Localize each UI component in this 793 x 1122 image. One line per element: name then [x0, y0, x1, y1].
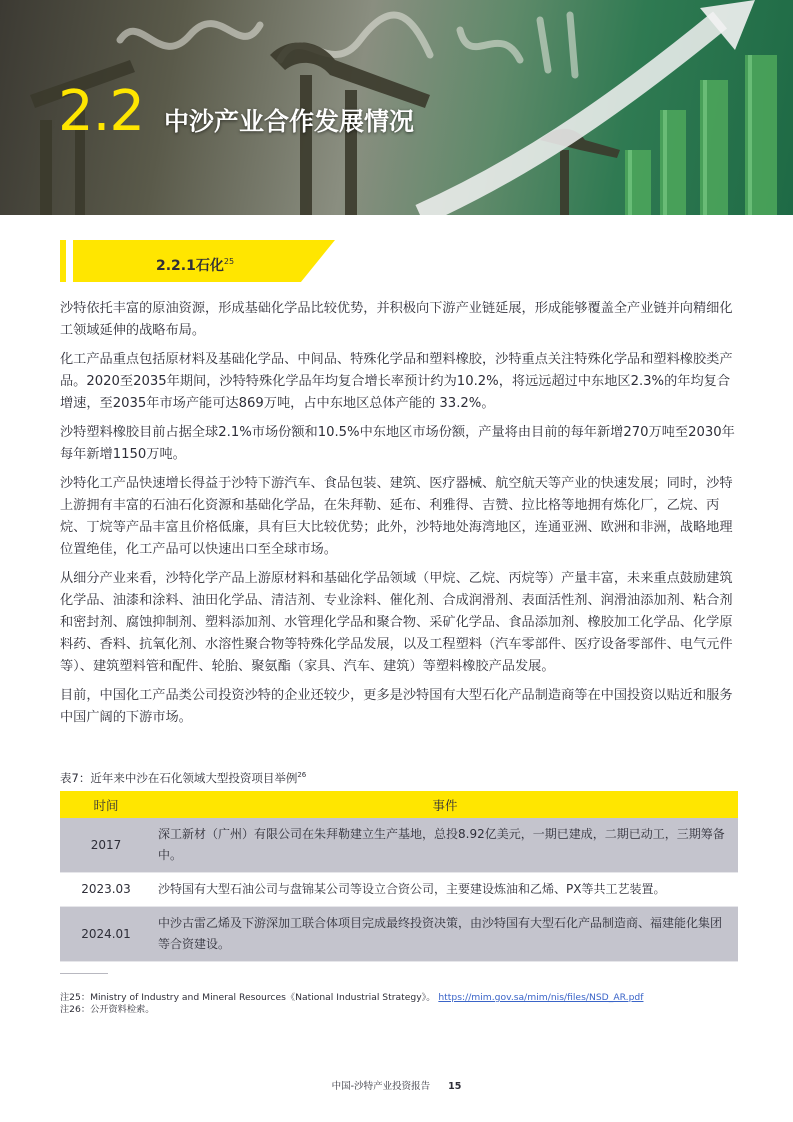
- page-footer: [0, 1078, 793, 1092]
- table-caption: [60, 770, 306, 786]
- section-heading: [156, 253, 234, 275]
- footnote-ref-26[interactable]: 26: [297, 771, 307, 779]
- cell-event: 中沙古雷乙烯及下游深加工联合体项目完成最终投资决策，由沙特国有大型石化产品制造商、福建能化集团等合资建设。: [152, 907, 738, 962]
- table-row: [60, 873, 738, 907]
- table-row: [60, 907, 738, 962]
- table-header-row: [60, 791, 738, 818]
- header-banner: [0, 0, 793, 215]
- paragraph: 沙特塑料橡胶目前占据全球2.1%市场份额和10.5%中东地区市场份额，产量将由目前的每年新增270万吨至2030年每年新增1150万吨。: [60, 425, 735, 462]
- footnote-26: 注26：公开资料检索。: [60, 1004, 155, 1015]
- table-row: [60, 818, 738, 873]
- paragraph: 从细分产业来看，沙特化学产品上游原材料和基础化学品领域（甲烷、乙烷、丙烷等）产量丰富，未来重点鼓励建筑化学品、油漆和涂料、油田化学品、清洁剂、专业涂料、催化剂、合成润滑剂、表面活性剂、润滑油添加剂、粘合剂和密封剂、腐蚀抑制剂、塑料添加剂、水管理化学品和聚合物、采矿化学品、食品添加剂、橡胶加工化学品、化学原料药、香料、抗氧化剂、水溶性聚合物等特殊化学品发展，以及工程塑料（汽车零部件、医疗设备零部件、电气元件等）、建筑塑料管和配件、轮胎、聚氨酯（家具、汽车、建筑）等塑料橡胶产品发展。: [60, 571, 733, 674]
- cell-time: 2017: [60, 818, 152, 873]
- page-title: 中沙产业合作发展情况: [164, 107, 415, 136]
- page-number: 15: [448, 1081, 462, 1092]
- section-number: 2.2: [58, 79, 145, 144]
- footnote-25: [60, 992, 643, 1004]
- column-header-time: 时间: [60, 791, 152, 818]
- cell-time: 2024.01: [60, 907, 152, 962]
- footer-title: 中国-沙特产业投资报告: [331, 1081, 431, 1092]
- column-header-event: 事件: [152, 791, 738, 818]
- footnote-25-link[interactable]: https://mim.gov.sa/mim/nis/files/NSD_AR.pdf: [438, 992, 644, 1003]
- section-heading-bar: [60, 240, 66, 282]
- paragraph: 沙特化工产品快速增长得益于沙特下游汽车、食品包装、建筑、医疗器械、航空航天等产业的快速发展；同时，沙特上游拥有丰富的石油石化资源和基础化学品，在朱拜勒、延布、利雅得、吉赞、拉比格等地拥有炼化厂，乙烷、丙烷、丁烷等产品丰富且价格低廉，具有巨大比较优势；此外，沙特地处海湾地区，连通亚洲、欧洲和非洲，战略地理位置绝佳，化工产品可以快速出口至全球市场。: [60, 476, 733, 557]
- paragraph: 目前，中国化工产品类公司投资沙特的企业还较少，更多是沙特国有大型石化产品制造商等在中国投资以贴近和服务中国广阔的下游市场。: [60, 688, 733, 725]
- body-text: [60, 298, 740, 736]
- paragraph: 沙特依托丰富的原油资源，形成基础化学品比较优势，并积极向下游产业链延展，形成能够覆盖全产业链并向精细化工领域延伸的战略布局。: [60, 301, 733, 338]
- footnotes: [60, 992, 643, 1016]
- cell-event: 深工新材（广州）有限公司在朱拜勒建立生产基地，总投8.92亿美元，一期已建成，二期已动工，三期筹备中。: [152, 818, 738, 873]
- investment-table: [60, 791, 738, 962]
- section-heading-text: 2.2.1石化: [156, 258, 224, 274]
- cell-event: 沙特国有大型石油公司与盘锦某公司等设立合资公司，主要建设炼油和乙烯、PX等共工艺装置。: [152, 873, 738, 907]
- footnote-ref-25[interactable]: 25: [223, 257, 235, 266]
- footnote-25-text: 注25：Ministry of Industry and Mineral Resources《National Industrial Strategy》。: [60, 992, 436, 1003]
- paragraph: 化工产品重点包括原材料及基础化学品、中间品、特殊化学品和塑料橡胶，沙特重点关注特殊化学品和塑料橡胶类产品。2020至2035年期间，沙特特殊化学品年均复合增长率预计约为10.2%，将远远超过中东地区2.3%的年均复合增速，至2035年市场产能可达869万吨，占中东地区总体产能的 33.2%。: [60, 352, 733, 411]
- table-caption-text: 表7：近年来中沙在石化领域大型投资项目举例: [60, 771, 298, 785]
- cell-time: 2023.03: [60, 873, 152, 907]
- footnote-divider: [60, 973, 108, 974]
